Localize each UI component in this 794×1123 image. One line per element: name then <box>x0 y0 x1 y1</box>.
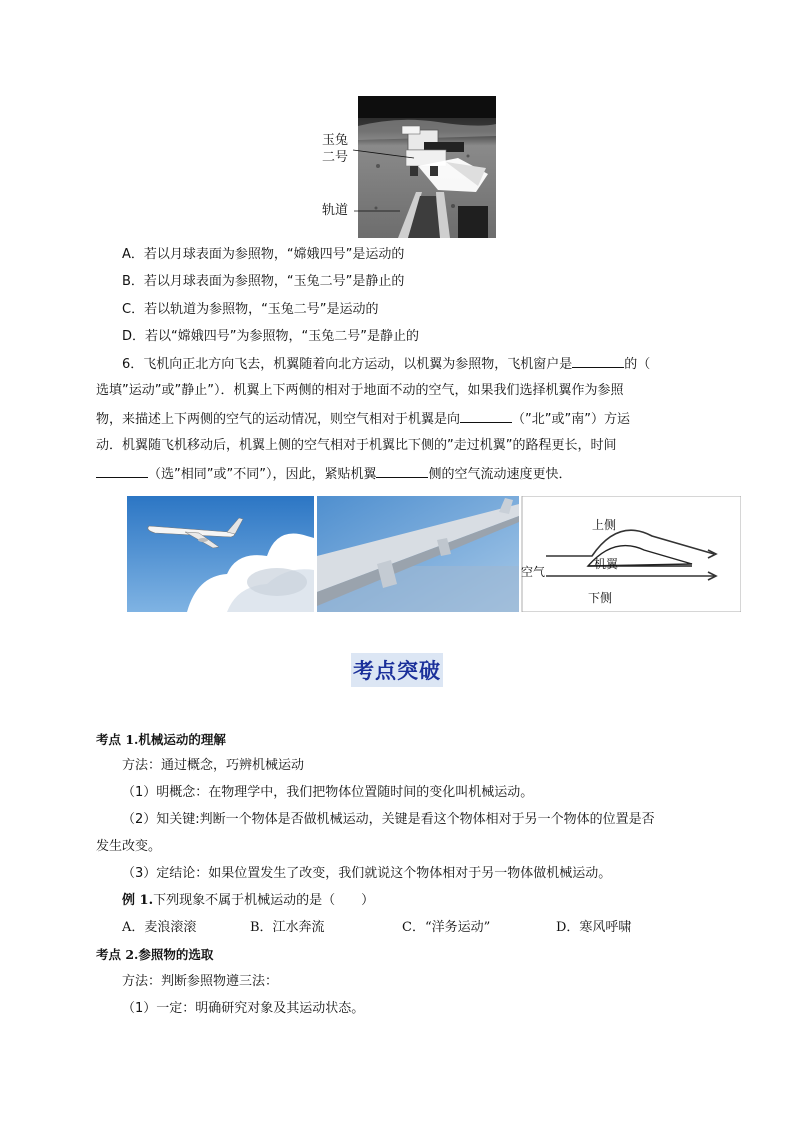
q6-line-5 <box>96 465 702 484</box>
track-label: 轨道 <box>322 203 349 218</box>
figure-leader-lines <box>318 94 498 240</box>
q6-text: 6．飞机向正北方向飞去，机翼随着向北方运动，以机翼为参照物，飞机窗户是 <box>122 357 573 372</box>
answer-blank <box>96 465 148 478</box>
kp1-step-1: （1）明概念：在物理学中，我们把物体位置随时间的变化叫机械运动。 <box>122 785 534 800</box>
example-option-a: A．麦浪滚滚 <box>122 920 197 935</box>
kp1-method: 方法：通过概念，巧辨机械运动 <box>122 758 305 773</box>
q6-text: 的（ <box>624 357 651 372</box>
example-label: 例 1. <box>122 893 154 908</box>
wing-photo <box>317 496 519 612</box>
diagram-upper-label: 上侧 <box>592 518 617 532</box>
section-title: 考点突破 <box>351 653 443 687</box>
q6-line-4: 动．机翼随飞机移动后，机翼上侧的空气相对于机翼比下侧的”走过机翼”的路程更长，时间 <box>96 438 617 453</box>
kp1-step-3: （3）定结论：如果位置发生了改变，我们就说这个物体相对于另一物体做机械运动。 <box>122 866 612 881</box>
example-1 <box>122 892 374 910</box>
diagram-wing-label: 机翼 <box>594 557 619 571</box>
kp2-method: 方法：判断参照物遵三法： <box>122 974 279 989</box>
answer-blank <box>460 410 512 423</box>
q6-text: 物，来描述上下两侧的空气的运动情况，则空气相对于机翼是向 <box>96 412 461 427</box>
option-b: B．若以月球表面为参照物，“玉兔二号”是静止的 <box>122 274 405 289</box>
q6-line-2: 选填”运动”或”静止”）．机翼上下两侧的相对于地面不动的空气，如果我们选择机翼作为参照 <box>96 383 624 398</box>
diagram-air-label: 空气 <box>521 565 546 579</box>
q6-text: （”北”或”南”）方运 <box>512 412 630 427</box>
example-option-d: D．寒风呼啸 <box>556 920 632 935</box>
section-heading <box>0 653 794 687</box>
kp2-title: 考点 2.参照物的选取 <box>96 947 214 962</box>
option-c: C．若以轨道为参照物，“玉兔二号”是运动的 <box>122 302 379 317</box>
answer-blank <box>376 465 428 478</box>
option-d: D．若以“嫦娥四号”为参照物，“玉兔二号”是静止的 <box>122 329 419 344</box>
kp2-step-1: （1）一定：明确研究对象及其运动状态。 <box>122 1001 365 1016</box>
q6-line-3 <box>96 410 702 429</box>
kp1-title: 考点 1.机械运动的理解 <box>96 732 226 747</box>
q6-text: 侧的空气流动速度更快． <box>428 467 572 482</box>
airplane-images <box>127 496 741 612</box>
kp1-step-2: （2）知关键:判断一个物体是否做机械运动，关键是看这个物体相对于另一个物体的位置是否 <box>122 812 655 827</box>
option-a: A．若以月球表面为参照物，“嫦娥四号”是运动的 <box>122 247 405 262</box>
rover-label: 玉兔 二号 <box>322 133 349 165</box>
wing-airflow-diagram <box>522 496 741 612</box>
diagram-lower-label: 下侧 <box>588 591 613 605</box>
q6-text: （选”相同”或”不同”），因此，紧贴机翼 <box>148 467 377 482</box>
example-option-b: B．江水奔流 <box>250 920 325 935</box>
moon-rover-figure <box>318 94 498 240</box>
kp1-step-2-cont: 发生改变。 <box>96 839 162 854</box>
example-question: 下列现象不属于机械运动的是（ ） <box>153 893 375 908</box>
q6-line-1 <box>122 355 728 374</box>
example-option-c: C．“洋务运动” <box>402 920 491 935</box>
answer-blank <box>572 355 624 368</box>
plane-photo <box>127 496 314 612</box>
